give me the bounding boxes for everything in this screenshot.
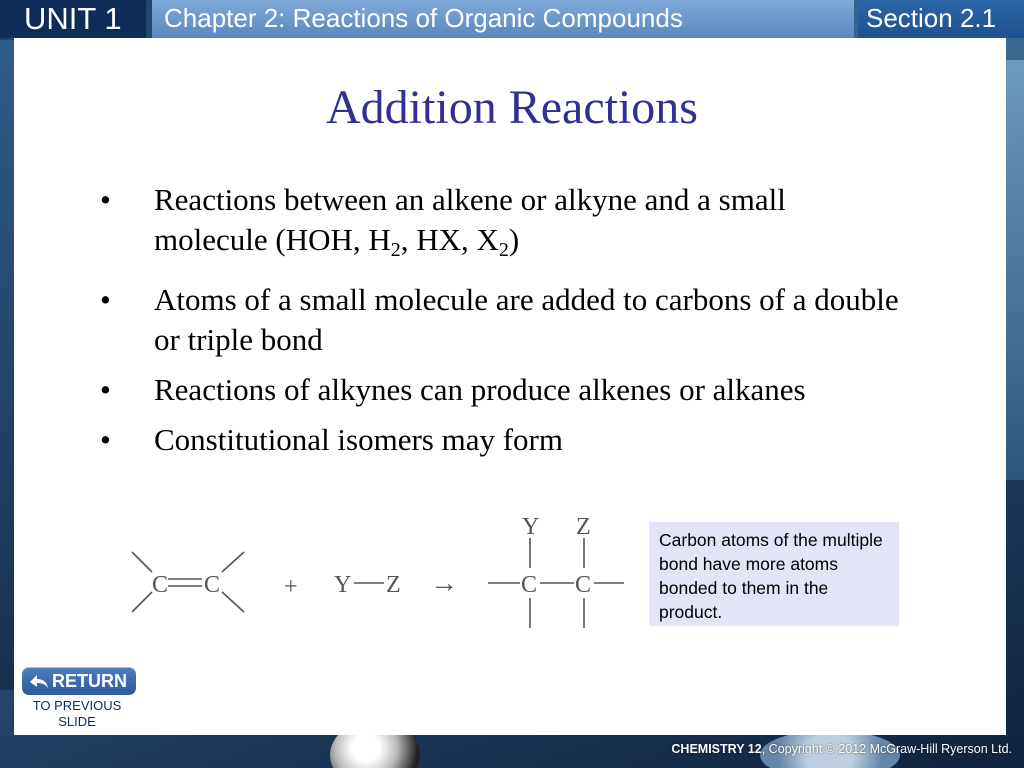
plus-sign: + <box>284 574 298 600</box>
callout-box <box>649 522 899 626</box>
reagent-atom: Z <box>386 572 401 598</box>
reactant-atom: C <box>152 572 169 598</box>
bullet-item: • Reactions of alkynes can produce alkenes or alkanes <box>100 370 900 410</box>
product-atom: C <box>575 572 592 598</box>
course-name: CHEMISTRY 12 <box>671 742 762 756</box>
return-arrow-icon <box>28 671 50 691</box>
unit-label: UNIT 1 <box>0 0 146 38</box>
return-note: TO PREVIOUS SLIDE <box>32 698 122 729</box>
bullet-item: • Reactions between an alkene or alkyne and a small molecule (HOH, $H_2$, HX, $X_2$) <box>100 182 786 261</box>
product-substituent: Z <box>576 514 591 540</box>
copyright-text: , Copyright © 2012 McGraw-Hill Ryerson Ltd. <box>761 742 1012 756</box>
bullet-glyph: • <box>100 282 111 317</box>
product-atom: C <box>521 572 538 598</box>
bullet-glyph: • <box>100 182 111 217</box>
addition-reaction-diagram <box>118 512 638 642</box>
bullet-item: • Atoms of a small molecule are added to carbons of a double or triple bond <box>100 282 899 357</box>
bullet-list <box>100 180 900 470</box>
reaction-arrow: → <box>430 568 458 599</box>
callout-text: Carbon atoms of the multiple bond have more atoms bonded to them in the product. <box>659 530 883 622</box>
product-substituent: Y <box>522 514 540 540</box>
chapter-label: Chapter 2: Reactions of Organic Compounds <box>152 0 854 38</box>
footer-copyright <box>671 742 1012 756</box>
section-label: Section 2.1 <box>858 0 1024 38</box>
header-bar <box>0 0 1024 38</box>
slide-title: Addition Reactions <box>326 81 698 134</box>
return-button[interactable] <box>22 667 136 695</box>
bullet-item: • Constitutional isomers may form <box>100 420 900 460</box>
bullet-glyph: • <box>100 372 111 407</box>
reactant-atom: C <box>204 572 221 598</box>
bullet-glyph: • <box>100 422 111 457</box>
return-label: RETURN <box>52 671 127 691</box>
reagent-atom: Y <box>334 572 352 598</box>
